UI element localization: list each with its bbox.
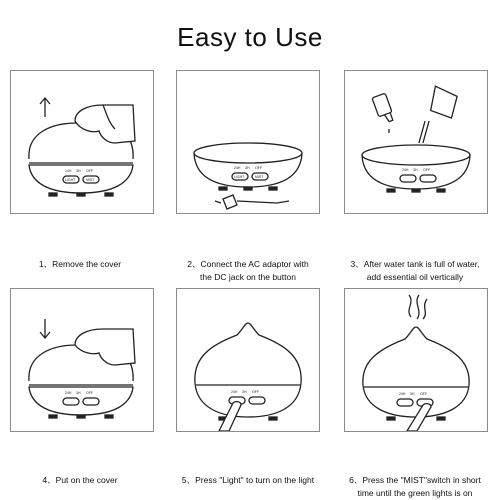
- indicator-label: OFF: [86, 169, 93, 173]
- step-6-illustration: [344, 288, 488, 432]
- indicator-label: 3H: [413, 168, 418, 172]
- indicator-label: 24H: [402, 168, 409, 172]
- mist-button-label: MIST: [255, 175, 264, 179]
- indicator-label: 24H: [65, 169, 72, 173]
- step-5-illustration: [176, 288, 320, 432]
- indicator-label: 24H: [234, 166, 241, 170]
- diffuser-press-light-drawing: [177, 289, 319, 431]
- step-1-illustration: [10, 70, 154, 214]
- step-4-caption: 4、Put on the cover: [42, 475, 118, 485]
- indicator-label: OFF: [255, 166, 262, 170]
- light-button-label: LIGHT: [234, 175, 245, 179]
- mist-button-label: MIST: [86, 178, 95, 182]
- step-5-caption: 5、Press "Light" to turn on the light: [181, 475, 315, 485]
- diffuser-press-mist-drawing: [345, 289, 487, 431]
- step-2-illustration: [176, 70, 320, 214]
- step-6-caption: 6、Press the "MIST"switch in short time until the green lights is on: [349, 475, 481, 498]
- diffuser-cover-lifted-drawing: [11, 71, 153, 213]
- diffuser-cover-placed-drawing: [11, 289, 153, 431]
- diffuser-base-with-adaptor-drawing: [177, 71, 319, 213]
- indicator-label: 24H: [231, 390, 238, 394]
- indicator-label: 3H: [242, 390, 247, 394]
- page-title: Easy to Use: [177, 22, 323, 52]
- indicator-label: 24H: [65, 391, 72, 395]
- indicator-label: 24H: [399, 392, 406, 396]
- indicator-label: 3H: [76, 391, 81, 395]
- step-3-caption: 3、After water tank is full of water, add essential oil vertically: [350, 259, 480, 282]
- diffuser-filling-drawing: [345, 71, 487, 213]
- step-2-caption: 2、Connect the AC adaptor with the DC jack on the button: [187, 259, 309, 282]
- step-1-caption: 1、Remove the cover: [38, 259, 122, 269]
- indicator-label: OFF: [252, 390, 259, 394]
- step-3-illustration: [344, 70, 488, 214]
- indicator-label: OFF: [423, 168, 430, 172]
- step-4-illustration: [10, 288, 154, 432]
- indicator-label: OFF: [86, 391, 93, 395]
- indicator-label: 3H: [245, 166, 250, 170]
- indicator-label: OFF: [420, 392, 427, 396]
- light-button-label: LIGHT: [65, 178, 76, 182]
- indicator-label: 3H: [76, 169, 81, 173]
- indicator-label: 3H: [410, 392, 415, 396]
